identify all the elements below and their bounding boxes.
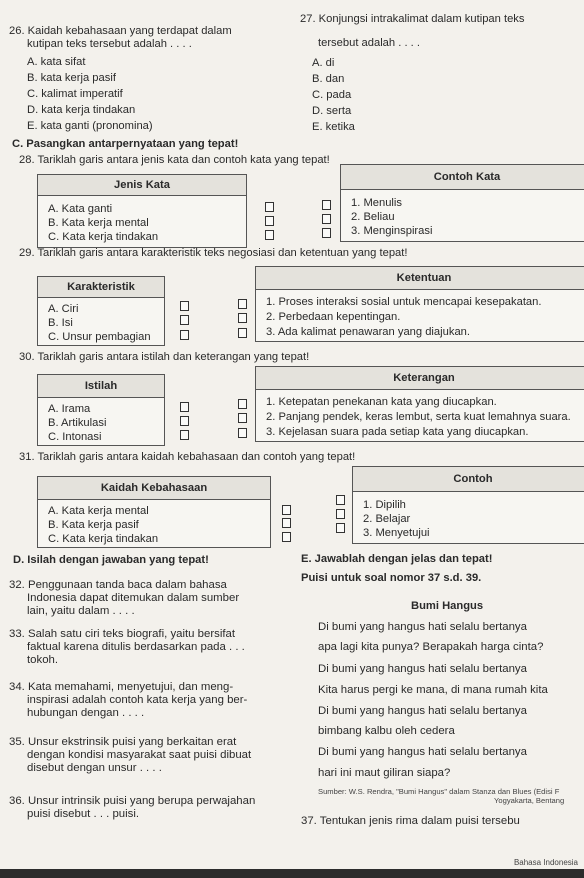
- question-35-line-2: dengan kondisi masyarakat saat puisi dibuat: [27, 749, 252, 761]
- question-33-line-1: 33. Salah satu ciri teks biografi, yaitu bersifat: [9, 628, 236, 640]
- section-e-heading: E. Jawablah dengan jelas dan tepat!: [301, 553, 493, 565]
- poem-line-8: hari ini maut giliran siapa?: [318, 767, 451, 779]
- q29-left-item-c: C. Unsur pembagian: [48, 331, 151, 343]
- q31-left-item-a: A. Kata kerja mental: [48, 505, 149, 517]
- footer-bar: [0, 869, 584, 878]
- q30-left-header: Istilah: [38, 375, 164, 398]
- q31-left-dot-b[interactable]: [282, 518, 291, 528]
- q30-right-dot-3[interactable]: [238, 428, 247, 438]
- q29-left-item-b: B. Isi: [48, 317, 73, 329]
- q28-right-item-3: 3. Menginspirasi: [351, 225, 433, 237]
- q30-left-dot-b[interactable]: [180, 416, 189, 426]
- q30-right-item-2: 2. Panjang pendek, keras lembut, serta kuat lemahnya suara.: [266, 411, 571, 423]
- q31-right-header: Contoh: [353, 467, 584, 492]
- poem-source-2: Yogyakarta, Bentang: [494, 796, 565, 805]
- poem-title: Bumi Hangus: [411, 600, 484, 612]
- q27-option-b[interactable]: B. dan: [312, 73, 345, 85]
- q30-left-dot-c[interactable]: [180, 430, 189, 440]
- q29-right-header: Ketentuan: [256, 267, 584, 290]
- question-34-line-3: hubungan dengan . . . .: [27, 707, 145, 719]
- q29-right-dot-1[interactable]: [238, 299, 247, 309]
- q27-option-d[interactable]: D. serta: [312, 105, 352, 117]
- q27-option-a[interactable]: A. di: [312, 57, 335, 69]
- q28-left-item-a: A. Kata ganti: [48, 203, 113, 215]
- q29-right-dot-2[interactable]: [238, 313, 247, 323]
- q29-left-header: Karakteristik: [38, 277, 164, 298]
- q29-right-item-3: 3. Ada kalimat penawaran yang diajukan.: [266, 326, 470, 338]
- q28-left-header: Jenis Kata: [38, 175, 246, 196]
- q28-right-dot-2[interactable]: [322, 214, 331, 224]
- q30-left-table: [37, 374, 165, 446]
- q31-right-item-2: 2. Belajar: [363, 513, 411, 525]
- poem-line-1: Di bumi yang hangus hati selalu bertanya: [318, 621, 527, 633]
- question-26-stem: 26. Kaidah kebahasaan yang terdapat dalam: [9, 25, 232, 37]
- q27-option-c[interactable]: C. pada: [312, 89, 352, 101]
- q31-right-item-1: 1. Dipilih: [363, 499, 406, 511]
- q28-right-header: Contoh Kata: [341, 165, 584, 190]
- q31-left-item-b: B. Kata kerja pasif: [48, 519, 139, 531]
- q28-right-dot-1[interactable]: [322, 200, 331, 210]
- q26-option-e[interactable]: E. kata ganti (pronomina): [27, 120, 153, 132]
- poem-line-4: Kita harus pergi ke mana, di mana rumah kita: [318, 684, 548, 696]
- q30-left-item-a: A. Irama: [48, 403, 91, 415]
- section-c-heading: C. Pasangkan antarpernyataan yang tepat!: [12, 138, 239, 150]
- question-34-line-2: inspirasi adalah contoh kata kerja yang ber-: [27, 694, 248, 706]
- question-27-stem-cont: tersebut adalah . . . .: [318, 37, 420, 49]
- question-37-stem: 37. Tentukan jenis rima dalam puisi tersebu: [301, 815, 520, 827]
- q31-right-dot-3[interactable]: [336, 523, 345, 533]
- question-36-line-2: puisi disebut . . . puisi.: [27, 808, 140, 820]
- q28-right-table: [340, 164, 584, 242]
- question-26-stem-cont: kutipan teks tersebut adalah . . . .: [27, 38, 192, 50]
- q30-right-item-1: 1. Ketepatan penekanan kata yang diucapkan.: [266, 396, 497, 408]
- q26-option-b[interactable]: B. kata kerja pasif: [27, 72, 116, 84]
- question-36-line-1: 36. Unsur intrinsik puisi yang berupa perwajahan: [9, 795, 256, 807]
- q31-left-header: Kaidah Kebahasaan: [38, 477, 270, 500]
- q26-option-a[interactable]: A. kata sifat: [27, 56, 86, 68]
- q26-option-c[interactable]: C. kalimat imperatif: [27, 88, 123, 100]
- question-30-stem: 30. Tariklah garis antara istilah dan keterangan yang tepat!: [19, 351, 310, 363]
- q30-right-table: [255, 366, 584, 442]
- question-32-line-2: Indonesia dapat ditemukan dalam sumber: [27, 592, 240, 604]
- q30-left-item-b: B. Artikulasi: [48, 417, 107, 429]
- poem-line-6: bimbang kalbu oleh cedera: [318, 725, 455, 737]
- poem-line-7: Di bumi yang hangus hati selalu bertanya: [318, 746, 527, 758]
- question-32-line-3: lain, yaitu dalam . . . .: [27, 605, 135, 617]
- question-28-stem: 28. Tariklah garis antara jenis kata dan contoh kata yang tepat!: [19, 154, 330, 166]
- q30-right-dot-2[interactable]: [238, 413, 247, 423]
- question-33-line-3: tokoh.: [27, 654, 59, 666]
- poem-intro: Puisi untuk soal nomor 37 s.d. 39.: [301, 572, 482, 584]
- question-27-stem: 27. Konjungsi intrakalimat dalam kutipan teks: [300, 13, 525, 25]
- q29-right-dot-3[interactable]: [238, 328, 247, 338]
- poem-line-3: Di bumi yang hangus hati selalu bertanya: [318, 663, 527, 675]
- q31-right-dot-2[interactable]: [336, 509, 345, 519]
- poem-line-2: apa lagi kita punya? Berapakah harga cinta?: [318, 641, 544, 653]
- q29-left-item-a: A. Ciri: [48, 303, 79, 315]
- q31-left-table: [37, 476, 271, 548]
- q30-right-dot-1[interactable]: [238, 399, 247, 409]
- q28-right-item-2: 2. Beliau: [351, 211, 395, 223]
- poem-source-1: Sumber: W.S. Rendra, "Bumi Hangus" dalam Stanza dan Blues (Edisi F: [318, 787, 560, 796]
- q31-right-dot-1[interactable]: [336, 495, 345, 505]
- q29-left-dot-c[interactable]: [180, 330, 189, 340]
- q30-right-header: Keterangan: [256, 367, 584, 390]
- q31-right-item-3: 3. Menyetujui: [363, 527, 430, 539]
- question-35-line-3: disebut dengan unsur . . . .: [27, 762, 162, 774]
- q29-right-item-1: 1. Proses interaksi sosial untuk mencapai kesepakatan.: [266, 296, 542, 308]
- question-32-line-1: 32. Penggunaan tanda baca dalam bahasa: [9, 579, 227, 591]
- q29-right-item-2: 2. Perbedaan kepentingan.: [266, 311, 401, 323]
- q29-left-table: [37, 276, 165, 346]
- q26-option-d[interactable]: D. kata kerja tindakan: [27, 104, 136, 116]
- question-35-line-1: 35. Unsur ekstrinsik puisi yang berkaitan erat: [9, 736, 237, 748]
- q28-right-item-1: 1. Menulis: [351, 197, 402, 209]
- question-31-stem: 31. Tariklah garis antara kaidah kebahasaan dan contoh yang tepat!: [19, 451, 356, 463]
- question-33-line-2: faktual karena ditulis berdasarkan pada . . .: [27, 641, 245, 653]
- q31-left-dot-c[interactable]: [282, 532, 291, 542]
- q28-right-dot-3[interactable]: [322, 228, 331, 238]
- q30-left-item-c: C. Intonasi: [48, 431, 102, 443]
- question-34-line-1: 34. Kata memahami, menyetujui, dan meng-: [9, 681, 234, 693]
- q28-left-table: [37, 174, 247, 248]
- section-d-heading: D. Isilah dengan jawaban yang tepat!: [13, 554, 209, 566]
- question-29-stem: 29. Tariklah garis antara karakteristik teks negosiasi dan ketentuan yang tepat!: [19, 247, 408, 259]
- q28-left-dot-a[interactable]: [265, 202, 274, 212]
- q29-left-dot-b[interactable]: [180, 315, 189, 325]
- q28-left-item-b: B. Kata kerja mental: [48, 217, 149, 229]
- q28-left-item-c: C. Kata kerja tindakan: [48, 231, 159, 243]
- q31-left-item-c: C. Kata kerja tindakan: [48, 533, 159, 545]
- q28-left-dot-c[interactable]: [265, 230, 274, 240]
- footer-subject: Bahasa Indonesia: [513, 858, 578, 867]
- q30-right-item-3: 3. Kejelasan suara pada setiap kata yang diucapkan.: [266, 426, 529, 438]
- q29-left-dot-a[interactable]: [180, 301, 189, 311]
- poem-line-5: Di bumi yang hangus hati selalu bertanya: [318, 705, 527, 717]
- q31-left-dot-a[interactable]: [282, 505, 291, 515]
- q30-left-dot-a[interactable]: [180, 402, 189, 412]
- q31-right-table: [352, 466, 584, 544]
- q28-left-dot-b[interactable]: [265, 216, 274, 226]
- q29-right-table: [255, 266, 584, 342]
- q27-option-e[interactable]: E. ketika: [312, 121, 355, 133]
